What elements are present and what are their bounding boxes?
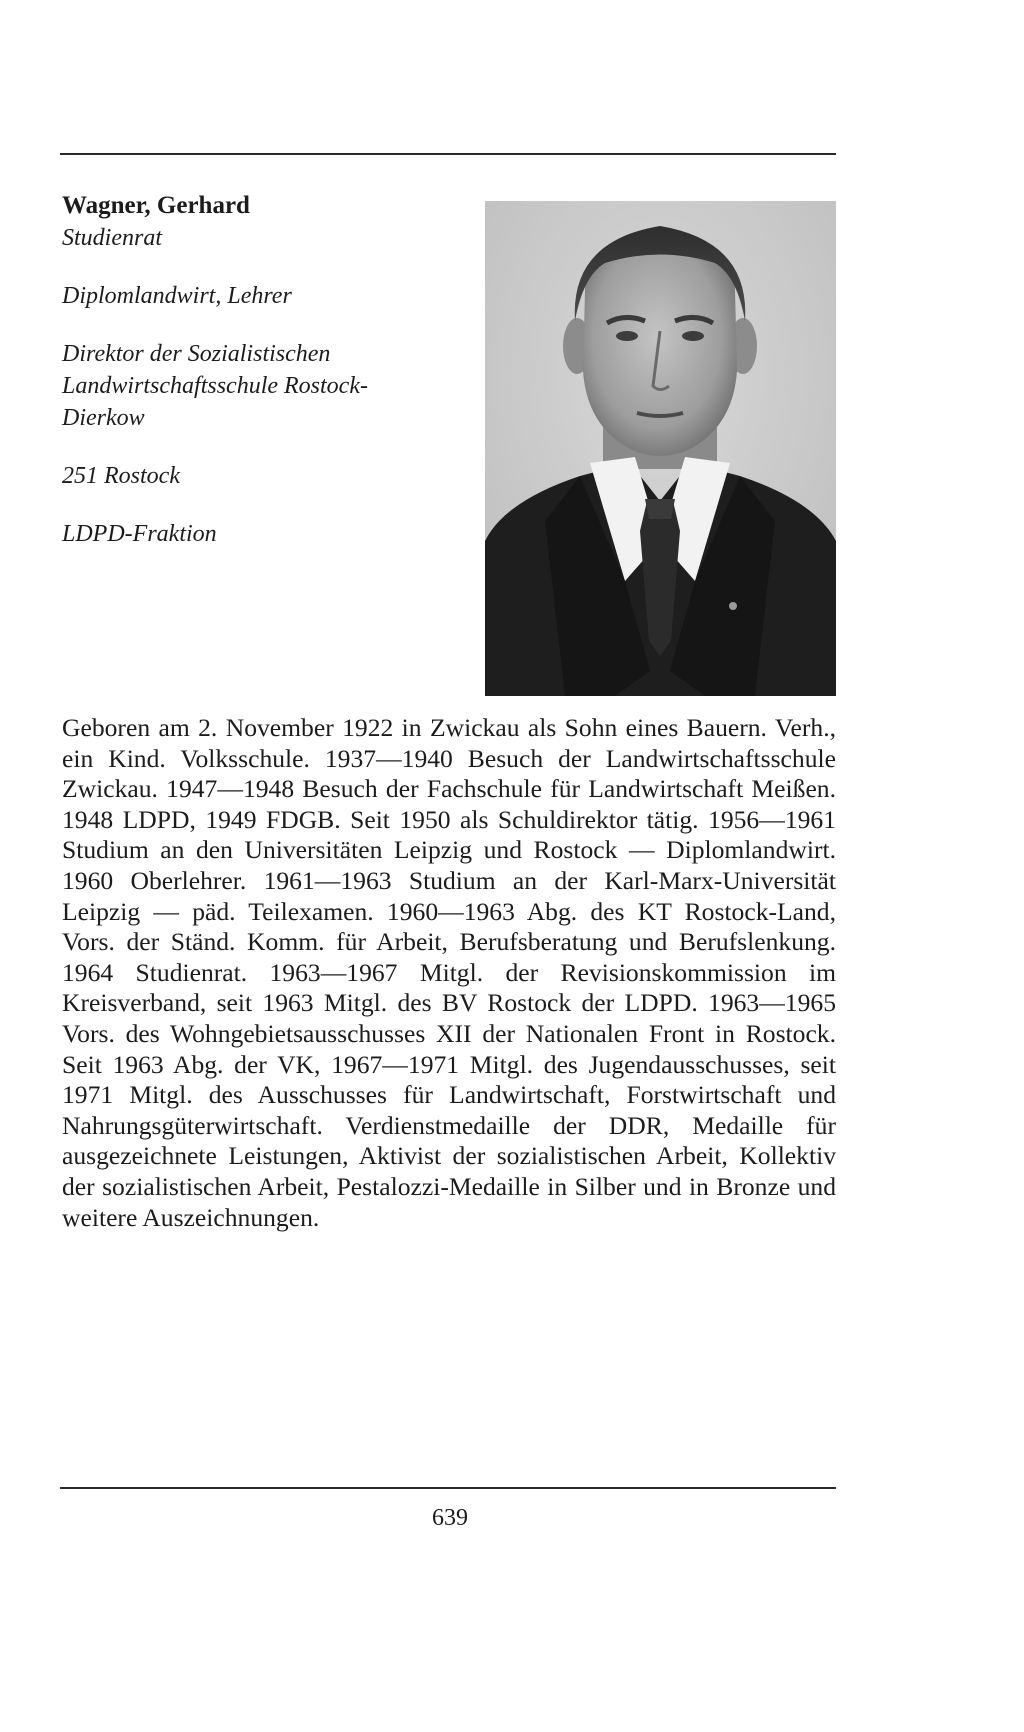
biography-text: Geboren am 2. November 1922 in Zwickau als Sohn eines Bauern. Verh., ein Kind. Volksschule. 1937—1940 Besuch der Landwirtschaftsschule Zwickau. 1947—1948 Besuch der Fachschule für Landwirtschaft Meißen. 1948 LDPD, 1949 FDGB. Seit 1950 als Schuldirektor tätig. 1956—1961 Studium an den Universitäten Leipzig und Rostock — Diplomlandwirt. 1960 Oberlehrer. 1961—1963 Studium an der Karl-Marx-Universität Leipzig — päd. Teilexamen. 1960—1963 Abg. des KT Rostock-Land, Vors. der Ständ. Komm. für Arbeit, Berufsberatung und Berufslenkung. 1964 Studienrat. 1963—1967 Mitgl. der Revisionskommission im Kreisverband, seit 1963 Mitgl. des BV Rostock der LDPD. 1963—1965 Vors. des Wohngebietsausschusses XII der Nationalen Front in Rostock. Seit 1963 Abg. der VK, 1967—1971 Mitgl. des Jugendausschusses, seit 1971 Mitgl. des Ausschusses für Landwirtschaft, Forstwirtschaft und Nahrungsgüterwirtschaft. Verdienstmedaille der DDR, Medaille für ausgezeichnete Leistungen, Aktivist der sozialistischen Arbeit, Kollektiv der sozialistischen Arbeit, Pestalozzi-Medaille in Silber und in Bronze und weitere Auszeichnungen. — [62, 713, 836, 1232]
position-line: Landwirtschaftsschule Rostock- — [62, 373, 368, 399]
position-line: Dierkow — [62, 405, 145, 431]
position-line: Direktor der Sozialistischen — [62, 341, 331, 367]
person-faction: LDPD-Fraktion — [62, 521, 217, 547]
person-location: 251 Rostock — [62, 463, 180, 489]
bottom-rule — [60, 1487, 836, 1489]
person-profession: Diplomlandwirt, Lehrer — [62, 283, 292, 309]
entry-header — [62, 190, 462, 550]
person-title: Studienrat — [62, 225, 162, 251]
top-rule — [60, 153, 836, 155]
portrait-photo — [485, 201, 836, 696]
page-number: 639 — [432, 1505, 468, 1531]
person-name: Wagner, Gerhard — [62, 192, 250, 219]
